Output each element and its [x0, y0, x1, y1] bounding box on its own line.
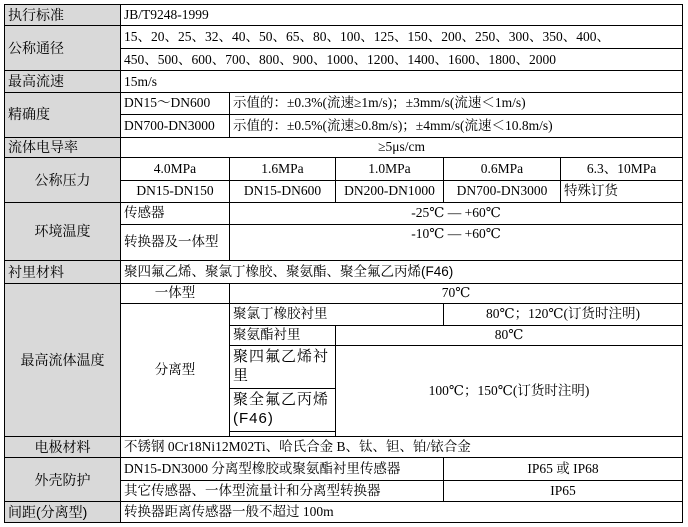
protection-desc-2: 其它传感器、一体型流量计和分离型转换器	[121, 480, 444, 501]
row-electrode	[5, 437, 683, 458]
protection-desc-1: DN15-DN3000 分离型橡胶或聚氨酯衬里传感器	[121, 458, 444, 480]
temp-f46-label: 聚全氟乙丙烯(F46)	[230, 389, 336, 432]
pressure-label: 公称压力	[5, 158, 121, 203]
temp-integral-label: 一体型	[121, 283, 230, 303]
protection-value-2: IP65	[444, 480, 683, 501]
pressure-value-1: 4.0MPa	[121, 158, 230, 180]
pressure-value-4: 0.6MPa	[444, 158, 561, 180]
pressure-value-5: 6.3、10MPa	[561, 158, 683, 180]
lining-value: 聚四氟乙烯、聚氯丁橡胶、聚氨酯、聚全氟乙丙烯(F46)	[121, 261, 683, 283]
ambient-label: 环境温度	[5, 203, 121, 261]
temp-neoprene-value: 80℃；120℃(订货时注明)	[444, 304, 683, 325]
row-distance	[5, 502, 683, 523]
temp-split-label: 分离型	[121, 304, 230, 437]
diameter-label: 公称通径	[5, 26, 121, 71]
standard-value: JB/T9248-1999	[121, 5, 683, 26]
pressure-value-2: 1.6MPa	[230, 158, 336, 180]
pressure-range-2: DN15-DN600	[230, 180, 336, 202]
row-temp-integral	[5, 283, 683, 303]
ambient-converter-value: -10℃ — +60℃	[230, 224, 683, 261]
temp-pu-value: 80℃	[336, 325, 683, 345]
temp-ptfe-label: 聚四氟乙烯衬里	[230, 346, 336, 389]
row-diameter-1	[5, 26, 683, 48]
ambient-sensor-value: -25℃ — +60℃	[230, 203, 683, 224]
row-pressure-values	[5, 158, 683, 180]
ambient-sensor-label: 传感器	[121, 203, 230, 224]
accuracy-label: 精确度	[5, 92, 121, 137]
standard-label: 执行标准	[5, 5, 121, 26]
row-lining	[5, 261, 683, 283]
pressure-range-1: DN15-DN150	[121, 180, 230, 202]
accuracy-value-1: 示值的：±0.3%(流速≥1m/s)；±3mm/s(流速＜1m/s)	[230, 92, 683, 114]
accuracy-range-1: DN15～DN600	[121, 92, 230, 114]
temp-pu-label: 聚氨酯衬里	[230, 325, 336, 345]
max-temp-label: 最高流体温度	[5, 283, 121, 436]
pressure-range-3: DN200-DN1000	[336, 180, 444, 202]
lining-label: 衬里材料	[5, 261, 121, 283]
row-max-velocity	[5, 71, 683, 92]
distance-label: 间距(分离型)	[5, 502, 121, 523]
pressure-value-3: 1.0MPa	[336, 158, 444, 180]
max-velocity-value: 15m/s	[121, 71, 683, 92]
protection-label: 外壳防护	[5, 458, 121, 502]
spec-table	[4, 4, 683, 523]
conductivity-label: 流体电导率	[5, 137, 121, 157]
accuracy-value-2: 示值的：±0.5%(流速≥0.8m/s)；±4mm/s(流速＜10.8m/s)	[230, 115, 683, 137]
row-protection-1	[5, 458, 683, 480]
temp-ptfe-f46-value: 100℃；150℃(订货时注明)	[336, 346, 683, 437]
electrode-value: 不锈钢 0Cr18Ni12M02Ti、哈氏合金 B、钛、钽、铂/铱合金	[121, 437, 683, 458]
row-standard	[5, 5, 683, 26]
distance-value: 转换器距离传感器一般不超过 100m	[121, 502, 683, 523]
max-velocity-label: 最高流速	[5, 71, 121, 92]
diameter-line-2: 450、500、600、700、800、900、1000、1200、1400、1600、1800、2000	[121, 48, 683, 70]
pressure-range-5: 特殊订货	[561, 180, 683, 202]
temp-neoprene-label: 聚氯丁橡胶衬里	[230, 304, 444, 325]
conductivity-value: ≥5μs/cm	[121, 137, 683, 157]
diameter-line-1: 15、20、25、32、40、50、65、80、100、125、150、200、250、300、350、400、	[121, 26, 683, 48]
row-ambient-sensor	[5, 203, 683, 224]
row-accuracy-1	[5, 92, 683, 114]
ambient-converter-label: 转换器及一体型	[121, 224, 230, 261]
temp-integral-value: 70℃	[230, 283, 683, 303]
accuracy-range-2: DN700-DN3000	[121, 115, 230, 137]
pressure-range-4: DN700-DN3000	[444, 180, 561, 202]
row-conductivity	[5, 137, 683, 157]
protection-value-1: IP65 或 IP68	[444, 458, 683, 480]
electrode-label: 电极材料	[5, 437, 121, 458]
